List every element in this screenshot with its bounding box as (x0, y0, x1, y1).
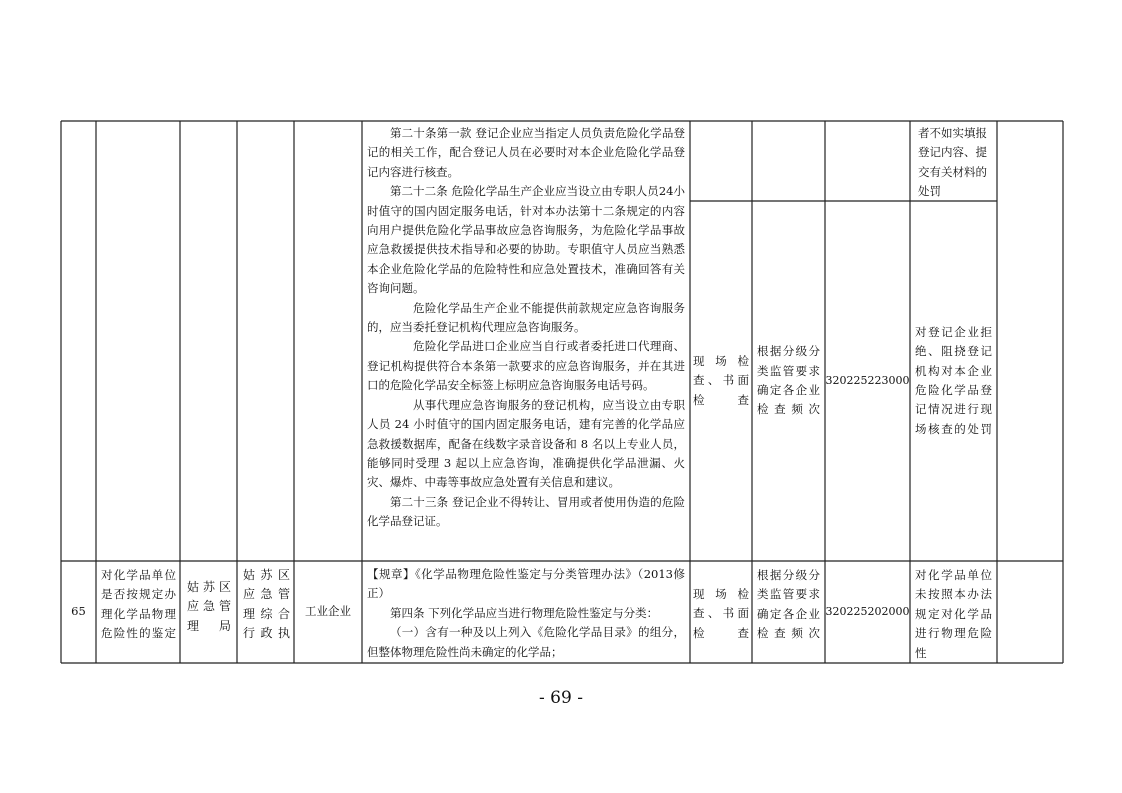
item-code: 320225202000 (825, 605, 910, 619)
inspection-method-cell (693, 201, 749, 561)
legal-paragraph: 第二十二条 危险化学品生产企业应当设立由专职人员24小时值守的国内固定服务电话，针对本办法第十二条规定的内容向用户提供危险化学品事故应急咨询服务，为危险化学品事故应急救援提供技术指导和必要的协助。专职值守人员应当熟悉本企业危险化学品的危险特性和应急处置技术，准确回答有关咨询问题。 (367, 184, 685, 296)
legal-paragraph: 危险化学品进口企业应当自行或者委托进口代理商、登记机构提供符合本条第一款要求的应急咨询服务，并在其进口的危险化学品安全标签上标明应急咨询服务电话号码。 (367, 339, 685, 393)
legal-paragraph: 第二十三条 登记企业不得转让、冒用或者使用伪造的危险化学品登记证。 (367, 494, 685, 529)
legal-paragraph: 危险化学品生产企业不能提供前款规定应急咨询服务的，应当委托登记机构代理应急咨询服务。 (367, 300, 685, 335)
inspection-frequency: 根据分级分类监管要求确定各企业检查频次 (757, 568, 820, 641)
item-code: 320225223000 (825, 374, 910, 388)
legal-paragraph: 从事代理应急咨询服务的登记机构，应当设立由专职人员 24 小时值守的国内固定服务电话，建有完善的化学品应急救援数据库，配备在线数字录音设备和 8 名以上专业人员，能够同时受理 3 起以上应急咨询，准确提供化学品泄漏、火灾、爆炸、中毒等事故应急处置有关信息和建议。 (367, 397, 685, 490)
legal-paragraph: 第二十条第一款 登记企业应当指定人员负责危险化学品登记的相关工作，配合登记人员在必要时对本企业危险化学品登记内容进行核查。 (367, 126, 685, 179)
measure-top-cell: 者不如实填报登记内容、提交有关材料的处罚 (918, 126, 987, 199)
inspection-frequency: 根据分级分类监管要求确定各企业检查频次 (757, 344, 820, 417)
item-code-cell (825, 201, 910, 561)
department: 姑苏区应急管理局 (187, 580, 231, 633)
row-number-cell (61, 561, 96, 663)
legal-paragraph: （一）含有一种及以上列入《危险化学品目录》的组分，但整体物理危险性尚未确定的化学品； (367, 625, 685, 659)
target: 工业企业 (305, 604, 351, 619)
page-number: - 69 - (539, 688, 583, 708)
executor: 姑苏区应急管理综合行政执 (243, 568, 290, 641)
row-number: 65 (71, 604, 86, 619)
inspection-method: 现场检查、书面检查 (693, 353, 749, 407)
legal-text-continued (367, 124, 685, 532)
legal-paragraph: 【规章】《化学品物理危险性鉴定与分类管理办法》（2013修正） (367, 567, 685, 601)
target-cell (294, 561, 362, 663)
measure-text: 对化学品单位未按照本办法规定对化学品进行物理危险性 (915, 568, 992, 660)
measure-cell (915, 201, 992, 561)
measure-text: 对登记企业拒绝、阻挠登记机构对本企业危险化学品登记情况进行现场核查的处罚 (915, 324, 992, 436)
inspection-method: 现场检查、书面检查 (693, 587, 749, 640)
legal-paragraph: 第四条 下列化学品应当进行物理危险性鉴定与分类： (390, 605, 659, 620)
inspection-frequency-cell (757, 201, 820, 561)
check-item: 对化学品单位是否按规定办理化学品物理危险性的鉴定 (101, 568, 176, 641)
item-code-cell (825, 561, 910, 663)
legal-text-row65 (367, 565, 685, 662)
